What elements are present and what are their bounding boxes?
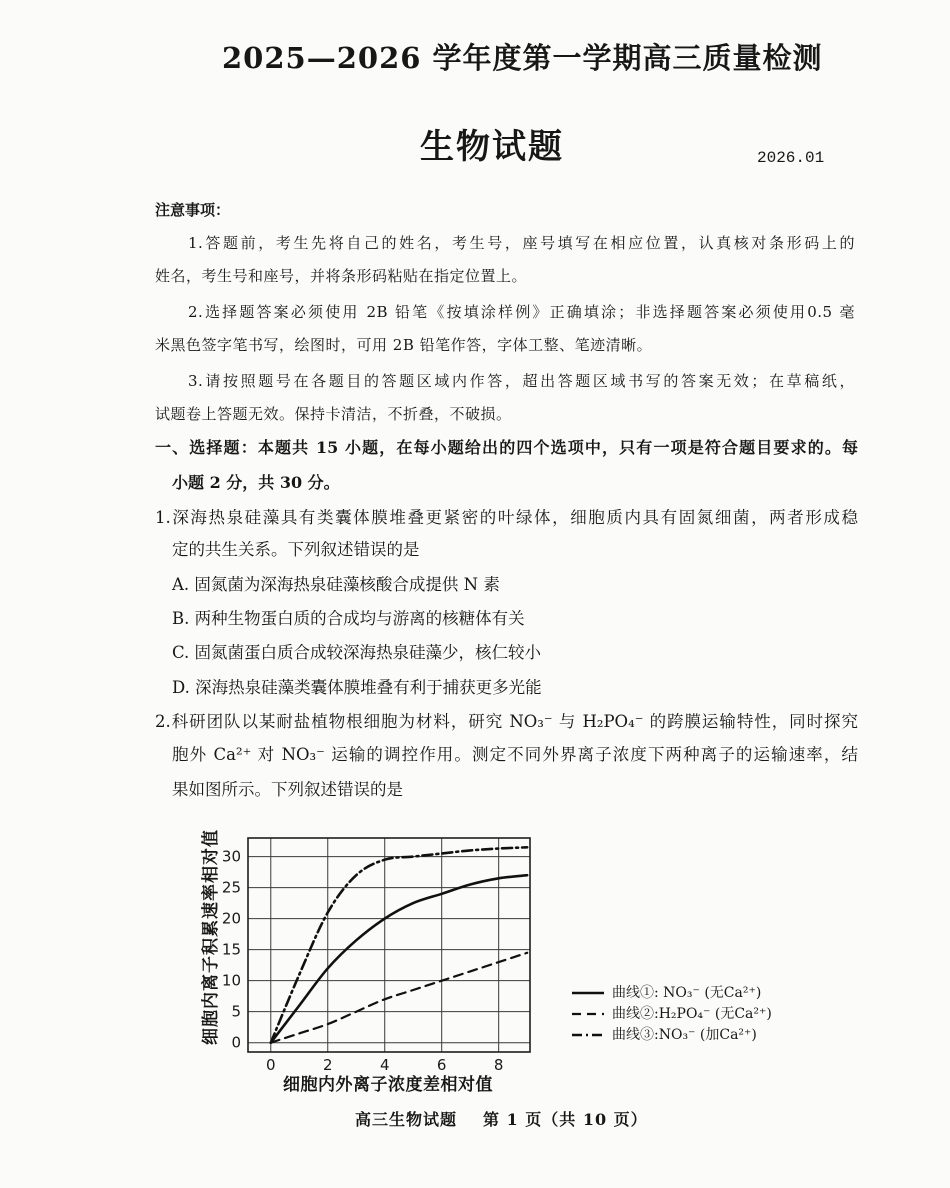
x-tick-label: 0: [266, 1056, 276, 1074]
question-stem-line: 胞外 Ca²⁺ 对 NO₃⁻ 运输的调控作用。测定不同外界离子浓度下两种离子的运输速率，结: [172, 745, 858, 764]
series-line-1: [271, 875, 527, 1042]
y-tick-label: 30: [221, 847, 241, 866]
legend-line-dashed: [571, 1004, 605, 1024]
y-tick-label: 10: [221, 971, 241, 990]
y-axis-label: 细胞内离子积累速率相对值: [201, 829, 221, 1045]
option-c: C. 固氮菌蛋白质合成较深海热泉硅藻少，核仁较小: [172, 643, 542, 662]
notice-heading: 注意事项：: [155, 201, 231, 219]
y-tick-label: 5: [231, 1002, 241, 1021]
section-line: 一、选择题：本题共 15 小题，在每小题给出的四个选项中，只有一项是符合题目要求的。每: [155, 438, 858, 457]
option-b: B. 两种生物蛋白质的合成均与游离的核糖体有关: [172, 609, 525, 628]
notice-line: 米黑色签字笔书写，绘图时，可用 2B 铅笔作答，字体工整、笔迹清晰。: [155, 336, 653, 354]
series-line-3: [271, 847, 527, 1042]
legend-line-dash-dot: [571, 1025, 605, 1045]
question-stem-line: 2.科研团队以某耐盐植物根细胞为材料，研究 NO₃⁻ 与 H₂PO₄⁻ 的跨膜运输特性，同时探究: [155, 712, 858, 731]
notice-line: 3.请按照题号在各题目的答题区域内作答，超出答题区域书写的答案无效；在草稿纸，: [188, 372, 855, 390]
subject-title: 生物试题: [420, 127, 564, 167]
footer-course: 高三生物试题: [355, 1110, 458, 1129]
legend-label: 曲线③:NO₃⁻ (加Ca²⁺): [612, 1027, 757, 1043]
y-tick-label: 25: [221, 878, 241, 897]
x-tick-label: 8: [493, 1056, 504, 1074]
notice-line: 姓名，考生号和座号，并将条形码粘贴在指定位置上。: [155, 267, 528, 285]
legend-line-solid: [571, 983, 605, 1003]
y-tick-label: 20: [221, 909, 241, 928]
y-tick-label: 0: [231, 1033, 241, 1052]
exam-date: 2026.01: [757, 149, 825, 167]
footer-page-number: 第 1 页（共 10 页）: [483, 1110, 648, 1129]
x-tick-label: 2: [322, 1056, 333, 1074]
series-line-2: [271, 953, 527, 1043]
section-line: 小题 2 分，共 30 分。: [172, 473, 340, 492]
legend-label: 曲线②:H₂PO₄⁻ (无Ca²⁺): [612, 1006, 772, 1022]
question-stem-line: 定的共生关系。下列叙述错误的是: [172, 540, 420, 559]
option-a: A. 固氮菌为深海热泉硅藻核酸合成提供 N 素: [172, 575, 500, 594]
question-stem-line: 果如图所示。下列叙述错误的是: [172, 780, 403, 799]
plot-frame: [248, 838, 530, 1052]
chart-plot: [190, 815, 560, 1100]
x-tick-label: 6: [436, 1056, 447, 1074]
y-tick-label: 15: [221, 940, 241, 959]
notice-line: 试题卷上答题无效。保持卡清洁，不折叠，不破损。: [155, 405, 512, 423]
legend-label: 曲线①: NO₃⁻ (无Ca²⁺): [612, 985, 762, 1001]
notice-line: 1.答题前，考生先将自己的姓名，考生号，座号填写在相应位置，认真核对条形码上的: [188, 234, 855, 252]
exam-title: 2025—2026 学年度第一学期高三质量检测: [222, 41, 823, 75]
question-stem-line: 1.深海热泉硅藻具有类囊体膜堆叠更紧密的叶绿体，细胞质内具有固氮细菌，两者形成稳: [155, 508, 858, 527]
x-tick-label: 4: [379, 1056, 390, 1074]
option-d: D. 深海热泉硅藻类囊体膜堆叠有利于捕获更多光能: [172, 678, 542, 697]
x-axis-label: 细胞内外离子浓度差相对值: [283, 1075, 493, 1095]
notice-line: 2.选择题答案必须使用 2B 铅笔《按填涂样例》正确填涂；非选择题答案必须使用0.5 毫: [188, 303, 855, 321]
